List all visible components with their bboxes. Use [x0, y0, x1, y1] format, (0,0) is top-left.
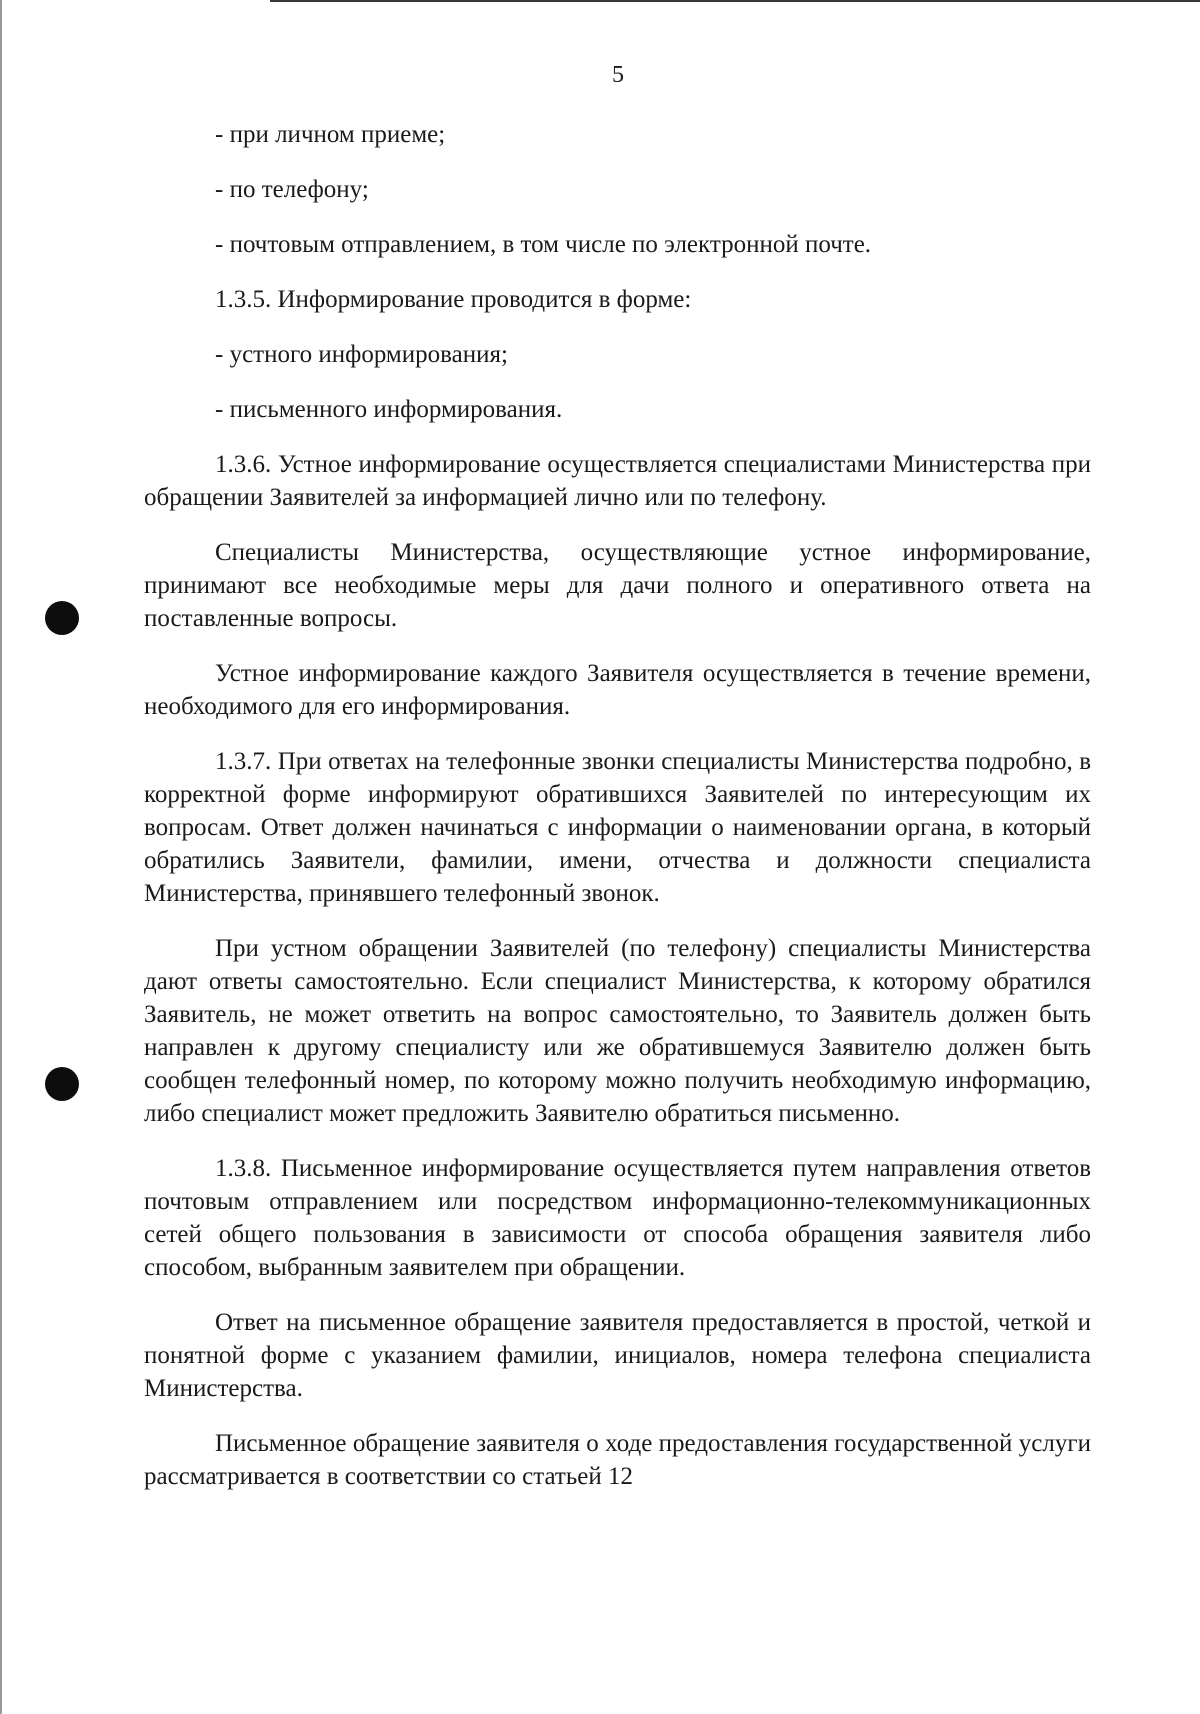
form-item-oral: - устного информирования;: [215, 341, 508, 368]
paragraph-specialists-measures: Специалисты Министерства, осуществляющие устное информирование, принимают все необходимые меры для дачи полного и оперативного ответа на поставленные вопросы.: [144, 539, 1091, 632]
bullet-personal-reception: - при личном приеме;: [215, 121, 446, 148]
document-body: [144, 118, 1091, 1515]
section-1-3-5-heading: 1.3.5. Информирование проводится в форме:: [215, 286, 692, 313]
page-number: 5: [612, 62, 624, 88]
bullet-phone: - по телефону;: [215, 176, 369, 203]
punch-hole-bottom: [45, 1067, 79, 1101]
paragraph-1-3-6: 1.3.6. Устное информирование осуществляется специалистами Министерства при обращении Заявителей за информацией лично или по телефону.: [144, 451, 1091, 511]
punch-hole-top: [45, 601, 79, 635]
paragraph-oral-appeal: При устном обращении Заявителей (по телефону) специалисты Министерства дают ответы самостоятельно. Если специалист Министерства, к которому обратился Заявитель, не может ответить на вопрос самостоятельно, то Заявитель должен быть направлен к другому специалисту или же обратившемуся Заявителю должен быть сообщен телефонный номер, по которому можно получить необходимую информацию, либо специалист может предложить Заявителю обратиться письменно.: [144, 935, 1091, 1127]
paragraph-1-3-7: 1.3.7. При ответах на телефонные звонки специалисты Министерства подробно, в корректной форме информируют обратившихся Заявителей по интересующим их вопросам. Ответ должен начинаться с информации о наименовании органа, в который обратились Заявители, фамилии, имени, отчества и должности специалиста Министерства, принявшего телефонный звонок.: [144, 748, 1091, 907]
paragraph-written-answer: Ответ на письменное обращение заявителя предоставляется в простой, четкой и понятной форме с указанием фамилии, инициалов, номера телефона специалиста Министерства.: [144, 1309, 1091, 1402]
bullet-mail: - почтовым отправлением, в том числе по электронной почте.: [215, 231, 872, 258]
form-item-written: - письменного информирования.: [215, 396, 563, 423]
scan-top-edge: [270, 0, 1200, 2]
paragraph-written-appeal: Письменное обращение заявителя о ходе предоставления государственной услуги рассматривается в соответствии со статьей 12: [144, 1430, 1091, 1490]
paragraph-oral-duration: Устное информирование каждого Заявителя осуществляется в течение времени, необходимого для его информирования.: [144, 660, 1091, 720]
scan-left-edge: [0, 0, 2, 1714]
paragraph-1-3-8: 1.3.8. Письменное информирование осуществляется путем направления ответов почтовым отправлением или посредством информационно-телекоммуникационных сетей общего пользования в зависимости от способа обращения заявителя либо способом, выбранным заявителем при обращении.: [144, 1155, 1091, 1281]
